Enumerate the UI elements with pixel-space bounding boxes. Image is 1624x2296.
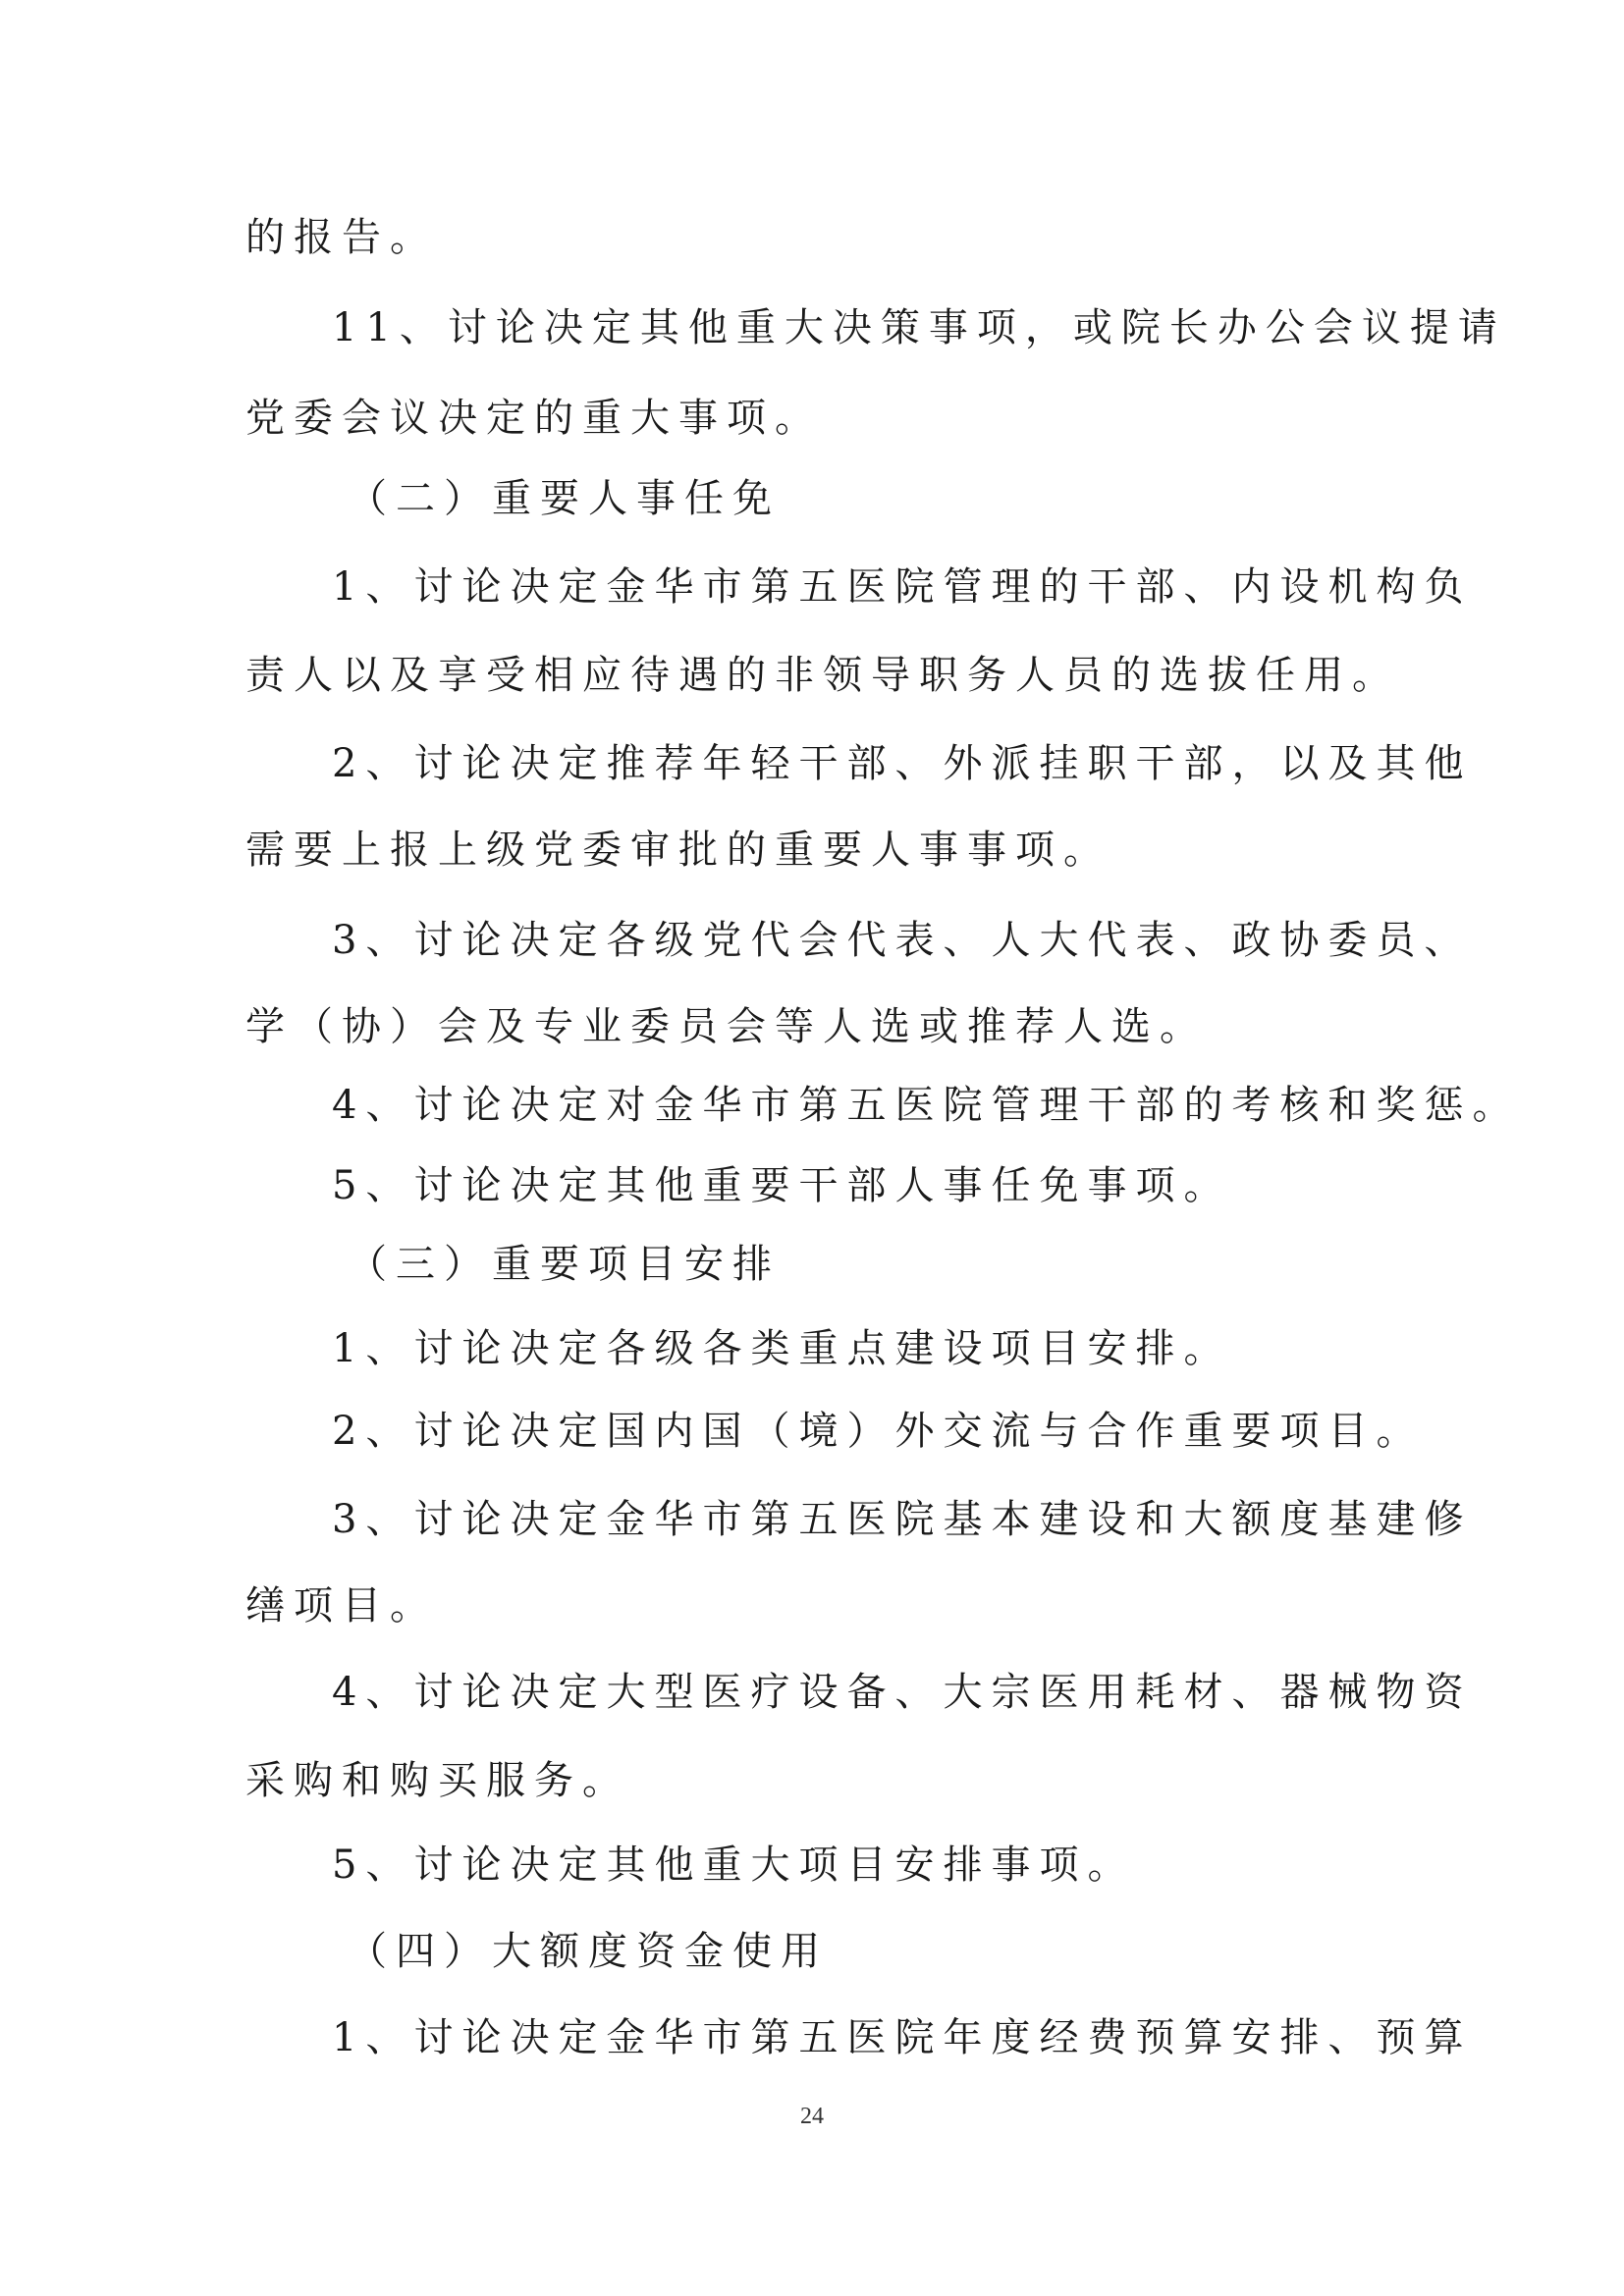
text-line: 4、讨论决定大型医疗设备、大宗医用耗材、器械物资 [332, 1670, 1473, 1715]
text-line: 需要上报上级党委审批的重要人事事项。 [245, 828, 1111, 873]
text-line: 缮项目。 [245, 1583, 438, 1629]
text-line: 的报告。 [245, 215, 438, 260]
section-heading: （三）重要项目安排 [348, 1242, 781, 1287]
text-line: 1、讨论决定各级各类重点建设项目安排。 [332, 1326, 1232, 1371]
page-number: 24 [800, 2104, 824, 2129]
text-line: 1、讨论决定金华市第五医院管理的干部、内设机构负 [332, 564, 1473, 610]
text-line: 3、讨论决定各级党代会代表、人大代表、政协委员、 [332, 918, 1473, 963]
text-line: 11、讨论决定其他重大决策事项，或院长办公会议提请 [332, 305, 1506, 350]
text-line: 采购和购买服务。 [245, 1758, 630, 1803]
text-line: 党委会议决定的重大事项。 [245, 396, 823, 441]
section-heading: （二）重要人事任免 [348, 476, 781, 521]
text-line: 2、讨论决定推荐年轻干部、外派挂职干部，以及其他 [332, 741, 1473, 786]
text-line: 4、讨论决定对金华市第五医院管理干部的考核和奖惩。 [332, 1083, 1521, 1128]
text-line: 责人以及享受相应待遇的非领导职务人员的选拔任用。 [245, 653, 1400, 698]
text-line: 2、讨论决定国内国（境）外交流与合作重要项目。 [332, 1409, 1425, 1454]
text-line: 5、讨论决定其他重大项目安排事项。 [332, 1842, 1136, 1888]
text-line: 5、讨论决定其他重要干部人事任免事项。 [332, 1163, 1232, 1208]
section-heading: （四）大额度资金使用 [348, 1929, 829, 1974]
text-line: 学（协）会及专业委员会等人选或推荐人选。 [245, 1004, 1208, 1049]
text-line: 1、讨论决定金华市第五医院年度经费预算安排、预算 [332, 2015, 1473, 2060]
text-line: 3、讨论决定金华市第五医院基本建设和大额度基建修 [332, 1497, 1473, 1542]
